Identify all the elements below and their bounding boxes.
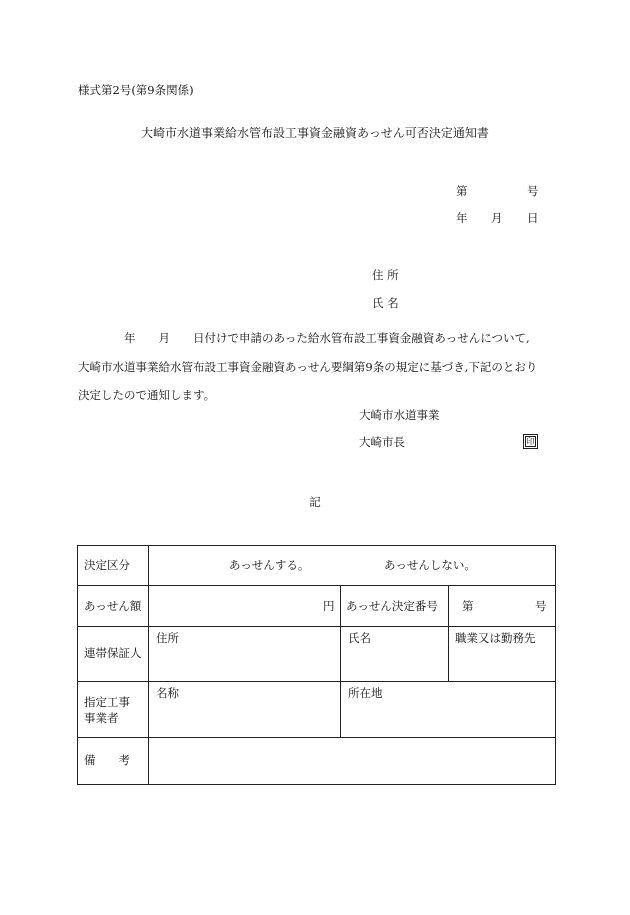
amount-label: あっせん額: [84, 599, 142, 613]
remarks-label: 備 考: [84, 753, 130, 767]
seal-icon: [523, 434, 538, 449]
option-approve: あっせんする。: [229, 558, 310, 572]
col-divider: [448, 585, 449, 626]
sender-organization: 大崎市水道事業: [359, 408, 440, 422]
date-day: 日: [527, 211, 539, 225]
contractor-name-label: 名称: [156, 686, 179, 700]
body-text: [78, 324, 556, 410]
guarantor-address-label: 住所: [156, 631, 179, 645]
row-divider: [78, 681, 555, 682]
decision-number-dai: 第: [462, 599, 474, 613]
ki-label: 記: [309, 495, 321, 509]
recipient-name-label: 氏 名: [372, 296, 399, 310]
col-divider: [340, 681, 341, 737]
seal-char: 印: [526, 437, 535, 446]
col-divider: [340, 626, 341, 681]
body-line-2: 大崎市水道事業給水管布設工事資金融資あっせん要綱第9条の規定に基づき,下記のとおり: [78, 359, 538, 374]
contractor-label-line-2: 事業者: [84, 711, 119, 725]
row-divider: [78, 737, 555, 738]
decision-label: 決定区分: [84, 558, 130, 572]
body-line-3: 決定したので通知します。: [78, 388, 216, 402]
form-label: 様式第2号(第9条関係): [78, 83, 194, 97]
contractor-location-label: 所在地: [348, 686, 383, 700]
option-reject: あっせんしない。: [384, 558, 476, 572]
row-divider: [78, 585, 555, 586]
guarantor-name-label: 氏名: [348, 631, 371, 645]
col-divider: [340, 585, 341, 626]
sender-title: 大崎市長: [359, 435, 405, 449]
recipient-address-label: 住 所: [372, 268, 399, 282]
col-divider: [448, 626, 449, 681]
doc-number-go: 号: [527, 184, 539, 198]
guarantor-occupation-label: 職業又は勤務先: [455, 631, 536, 645]
date-month: 月: [491, 211, 503, 225]
date-year: 年: [456, 211, 468, 225]
decision-table: [77, 545, 556, 785]
yen-unit: 円: [323, 599, 335, 613]
col-divider: [148, 546, 149, 784]
decision-number-go: 号: [535, 599, 547, 613]
document-title: 大崎市水道事業給水管布設工事資金融資あっせん可否決定通知書: [141, 126, 489, 140]
body-line-1: 年 月 日付けで申請のあった給水管布設工事資金融資あっせんについて,: [124, 331, 530, 345]
decision-number-label: あっせん決定番号: [346, 599, 438, 613]
row-divider: [78, 626, 555, 627]
doc-number-dai: 第: [456, 184, 468, 198]
guarantor-label: 連帯保証人: [84, 646, 142, 660]
contractor-label-line-1: 指定工事: [84, 695, 130, 709]
